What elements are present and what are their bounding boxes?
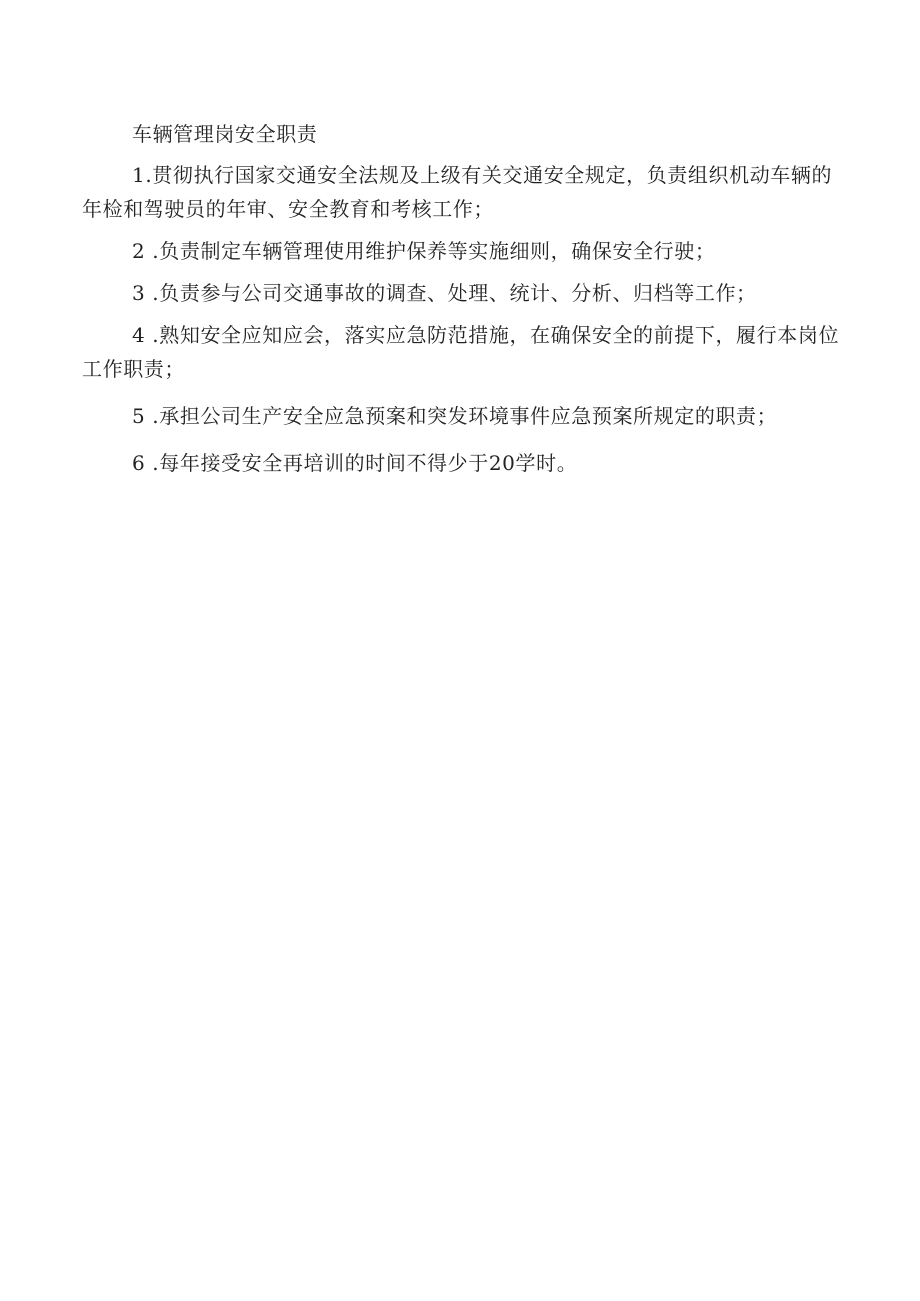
duty-item-number: 2 . [132,239,160,263]
duty-item-number: 5 . [132,404,160,428]
duty-item-text: 每年接受安全再培训的时间不得少于20学时。 [159,451,578,475]
duty-item-1 [82,158,842,226]
duty-item-text: 承担公司生产安全应急预案和突发环境事件应急预案所规定的职责； [159,404,778,428]
duty-item-number: 3 . [132,281,160,305]
duty-item-number: 1. [132,163,153,187]
duty-item-text: 负责制定车辆管理使用维护保养等实施细则，确保安全行驶； [159,239,716,263]
duty-item-text: 负责参与公司交通事故的调查、处理、统计、分析、归档等工作； [159,281,757,305]
duty-item-4 [82,318,842,386]
document-body [82,118,842,488]
duty-item-number: 6 . [132,451,160,475]
duty-item-number: 4 . [132,323,160,347]
duty-item-3 [82,276,842,310]
duty-item-text: 贯彻执行国家交通安全法规及上级有关交通安全规定，负责组织机动车辆的年检和驾驶员的年审、安全教育和考核工作； [82,163,833,221]
duty-item-5 [82,394,842,438]
duty-item-6 [82,446,842,480]
duty-item-text: 熟知安全应知应会，落实应急防范措施，在确保安全的前提下，履行本岗位工作职责； [82,323,840,381]
document-title: 车辆管理岗安全职责 [132,122,318,146]
duty-item-2 [82,234,842,268]
